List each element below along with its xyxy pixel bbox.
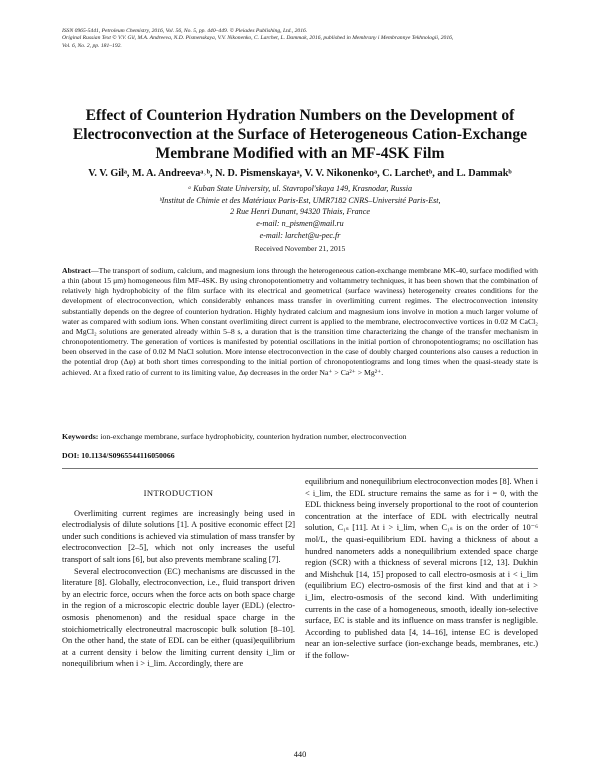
header-line-3: Vol. 6, No. 2, pp. 181–192. <box>62 42 122 49</box>
left-column <box>62 476 295 670</box>
intro-paragraph-2: Several electroconvection (EC) mechanisms are discussed in the literature [8]. Globally, electroconvection, i.e., fluid transport driven by an electric force, occurs when the force acts on both space charge in the region of a microscopic electric double layer (EDL) (electro-osmosis phenomenon) and the residual space charge in the stoichiometrically electroneutral macroscopic bulk solution [8–10]. On the other hand, the state of EDL can be either (quasi)equilibrium at a current density i below the limiting current density i_lim or nonequilibrium when i > i_lim. Accordingly, there are <box>62 566 295 669</box>
intro-paragraph-1: Overlimiting current regimes are increasingly being used in electrodialysis of dilute solutions [1]. A positive economic effect [2] under such conditions is achieved via stimulation of mass transfer by electroconvection [2–5], which not only increases the useful transport of salt ions [6], but also prevents membrane scaling [7]. <box>62 508 295 564</box>
affiliation-a: ᵃ Kuban State University, ul. Stavropol'skaya 149, Krasnodar, Russia <box>187 184 413 193</box>
article-title: Effect of Counterion Hydration Numbers on the Development of Electroconvection at the Surface of Heterogeneous Cation-Exchange Membrane Modified with an MF-4SK Film <box>72 107 528 162</box>
received-date: Received November 21, 2015 <box>254 244 346 253</box>
section-divider <box>62 468 538 469</box>
keywords <box>62 432 538 442</box>
email-2: e-mail: larchet@u-pec.fr <box>259 231 341 240</box>
header-line-1: ISSN 0965-5441, Petroleum Chemistry, 2016, Vol. 56, No. 5, pp. 440–449. © Pleiades Publishing, Ltd., 2016. <box>62 28 308 34</box>
keywords-text: ion-exchange membrane, surface hydrophobicity, counterion hydration number, electroconvection <box>98 432 407 441</box>
author-list: V. V. Gilᵃ, M. A. Andreevaᵃ˒ᵇ, N. D. Pismenskayaᵃ, V. V. Nikonenkoᵃ, C. Larchetᵇ, and L. Dammakᵇ <box>88 168 512 179</box>
abstract <box>62 266 538 378</box>
intro-paragraph-3: equilibrium and nonequilibrium electroconvection modes [8]. When i < i_lim, the EDL structure remains the same as for i = 0, with the EDL thickness being inversely proportional to the root of counterion concentration at the interface of EDL with electrically neutral solution, C₁ₛ [11]. At i > i_lim, when C₁ₛ is on the order of 10⁻⁶ mol/L, the quasi-equilibrium EDL having a thickness of about a hundred nanometers adds a nonequilibrium extended space charge region (SCR) with a thickness of several microns [12, 13]. Dukhin and Mishchuk [14, 15] proposed to call electro-osmosis at i < i_lim (equilibrium EC) electro-osmosis of the first kind and that at i > i_lim, electro-osmosis of the second kind. With underlimiting currents in the case of a homogeneous, smooth, ideally ion-selective surface, EC is stable and its influence on mass transfer is negligible. According to published data [4, 14–16], intense EC is developed near an ion-selective surface (ion-exchange beads, membranes, etc.) if the follow- <box>305 477 538 660</box>
keywords-label: Keywords: <box>62 432 99 441</box>
section-heading-introduction: INTRODUCTION <box>143 488 214 498</box>
doi: DOI: 10.1134/S0965544116050066 <box>62 451 175 460</box>
header-line-2: Original Russian Text © V.V. Gil, M.A. Andreeva, N.D. Pismenskaya, V.V. Nikonenko, C. Larchet, L. Dammak, 2016, published in Membrany i Membrannye Tekhnologii, 2016, <box>62 35 454 42</box>
page-number: 440 <box>293 750 307 759</box>
right-column <box>305 476 538 662</box>
journal-header <box>62 28 552 50</box>
abstract-text: —The transport of sodium, calcium, and magnesium ions through the heterogeneous cation-exchange membrane MK-40, surface modified with a thin (about 15 μm) homogeneous film MF-4SK. By using chronopotentiometry and voltammetry techniques, it has been shown that the combination of relatively high hydrophobicity of the film surface with its electrical and geometrical (surface waviness) heterogeneity creates conditions for the development of electroconvection, which considerably enhances mass transfer in overlimiting current regimes. The electroconvection intensity substantially depends on the degree of counterion hydration. Highly hydrated calcium and magnesium ions involve in motion a much larger volume of water as compared with sodium ions. When constant overlimiting direct current is applied to the membrane, electroconvective vortices in 0.02 M CaCl₂ and MgCl₂ solutions are generated already within 5–8 s, a duration that is the transition time characterizing the change of the transfer mechanism in chronopotentiometry. The generation of vortices is manifested by potential oscillations in the initial portion of chronopotentiograms; no oscillation has been observed in the case of 0.02 M NaCl solution. More intense electroconvection in the case of doubly charged counterions also causes a reduction in the potential drop (Δφ) at both short times corresponding to the initial portion of chronopotentiograms and long times when the quasi-steady state is achieved. At a fixed ratio of current to its limiting value, Δφ decreases in the order Na⁺ > Ca²⁺ > Mg²⁺. <box>62 266 538 377</box>
affiliation-b-line-2: 2 Rue Henri Dunant, 94320 Thiais, France <box>230 207 370 216</box>
email-1: e-mail: n_pismen@mail.ru <box>256 219 344 228</box>
abstract-label: Abstract <box>62 266 91 275</box>
affiliation-b-line-1: ᵇInstitut de Chimie et des Matériaux Paris-Est, UMR7182 CNRS–Université Paris-Est, <box>159 196 441 205</box>
